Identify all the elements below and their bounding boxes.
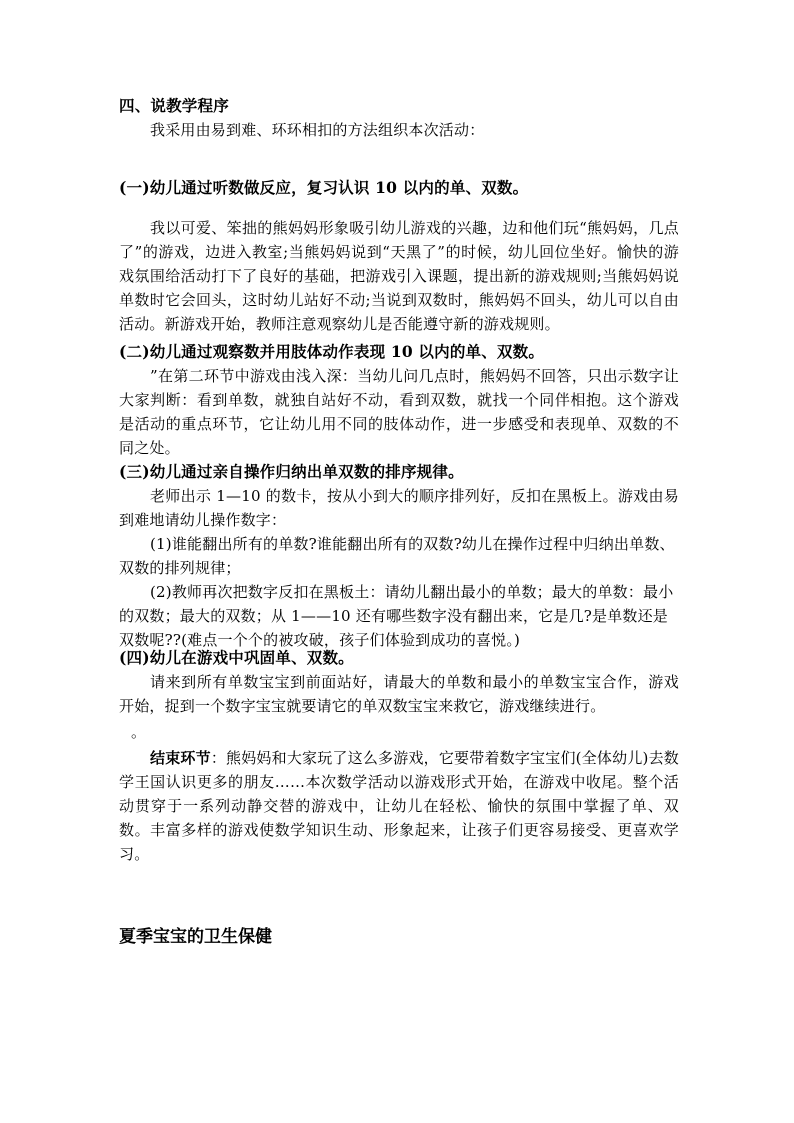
part2-heading: (二)幼儿通过观察数并用肢体动作表现 10 以内的单、双数。: [119, 342, 545, 361]
part4-paragraph: 请来到所有单数宝宝到前面站好，请最大的单数和最小的单数宝宝合作，游戏开始，捉到一个数字宝宝就要请它的单双数宝宝来救它，游戏继续进行。: [119, 673, 679, 715]
part3-item-2: (2)教师再次把数字反扣在黑板土：请幼儿翻出最小的单数；最大的单数：最小的双数；最大的双数；从 1——10 还有哪些数字没有翻出来，它是几?是单数还是双数呢??(难点一个个的被攻破，孩子们体验到成功的喜悦。): [119, 583, 674, 649]
part1-paragraph: 我以可爱、笨拙的熊妈妈形象吸引幼儿游戏的兴趣，边和他们玩“熊妈妈，几点了”的游戏，边进入教室;当熊妈妈说到“天黑了”的时候，幼儿回位坐好。愉快的游戏氛围给活动打下了良好的基础，把游戏引入课题，提出新的游戏规则;当熊妈妈说单数时它会回头，这时幼儿站好不动;当说到双数时，熊妈妈不回头，幼儿可以自由活动。新游戏开始，教师注意观察幼儿是否能遵守新的游戏规则。: [119, 219, 679, 333]
part3-paragraph: 老师出示 1—10 的数卡，按从小到大的顺序排列好，反扣在黑板上。游戏由易到难地请幼儿操作数字：: [119, 487, 679, 529]
ending: [119, 746, 679, 866]
part3-heading: (三)幼儿通过亲自操作归纳出单双数的排序规律。: [119, 462, 464, 481]
section4-intro: 我采用由易到难、环环相扣的方法组织本次活动：: [150, 121, 485, 139]
section4: [119, 94, 679, 142]
part2: [119, 340, 679, 460]
part1-body: [119, 216, 679, 336]
part4-heading: (四)幼儿在游戏中巩固单、双数。: [119, 648, 354, 667]
stray-mark: [131, 720, 171, 744]
part3-item-1: (1)谁能翻出所有的单数?谁能翻出所有的双数?幼儿在操作过程中归纳出单数、双数的排列规律；: [119, 535, 675, 577]
part1: [119, 176, 679, 200]
ending-label: 结束环节: [150, 749, 211, 767]
next-article-title: 夏季宝宝的卫生保健: [119, 927, 272, 947]
part4: [119, 646, 679, 718]
stray-mark-text: 。: [131, 723, 147, 741]
part2-paragraph: ”在第二环节中游戏由浅入深：当幼儿问几点时，熊妈妈不回答，只出示数字让大家判断：看到单数，就独自站好不动，看到双数，就找一个同伴相抱。这个游戏是活动的重点环节，它让幼儿用不同的肢体动作，进一步感受和表现单、双数的不同之处。: [119, 367, 679, 457]
section4-heading: 四、说教学程序: [119, 96, 229, 115]
ending-paragraph: [119, 746, 679, 866]
ending-text: ：熊妈妈和大家玩了这么多游戏，它要带着数字宝宝们(全体幼儿)去数学王国认识更多的朋友……本次数学活动以游戏形式开始，在游戏中收尾。整个活动贯穿于一系列动静交替的游戏中，让幼儿在轻松、愉快的氛围中掌握了单、双数。丰富多样的游戏使数学知识生动、形象起来，让孩子们更容易接受、更喜欢学习。: [119, 749, 679, 863]
part3: [119, 460, 679, 652]
part1-heading: (一)幼儿通过听数做反应，复习认识 10 以内的单、双数。: [119, 178, 529, 197]
